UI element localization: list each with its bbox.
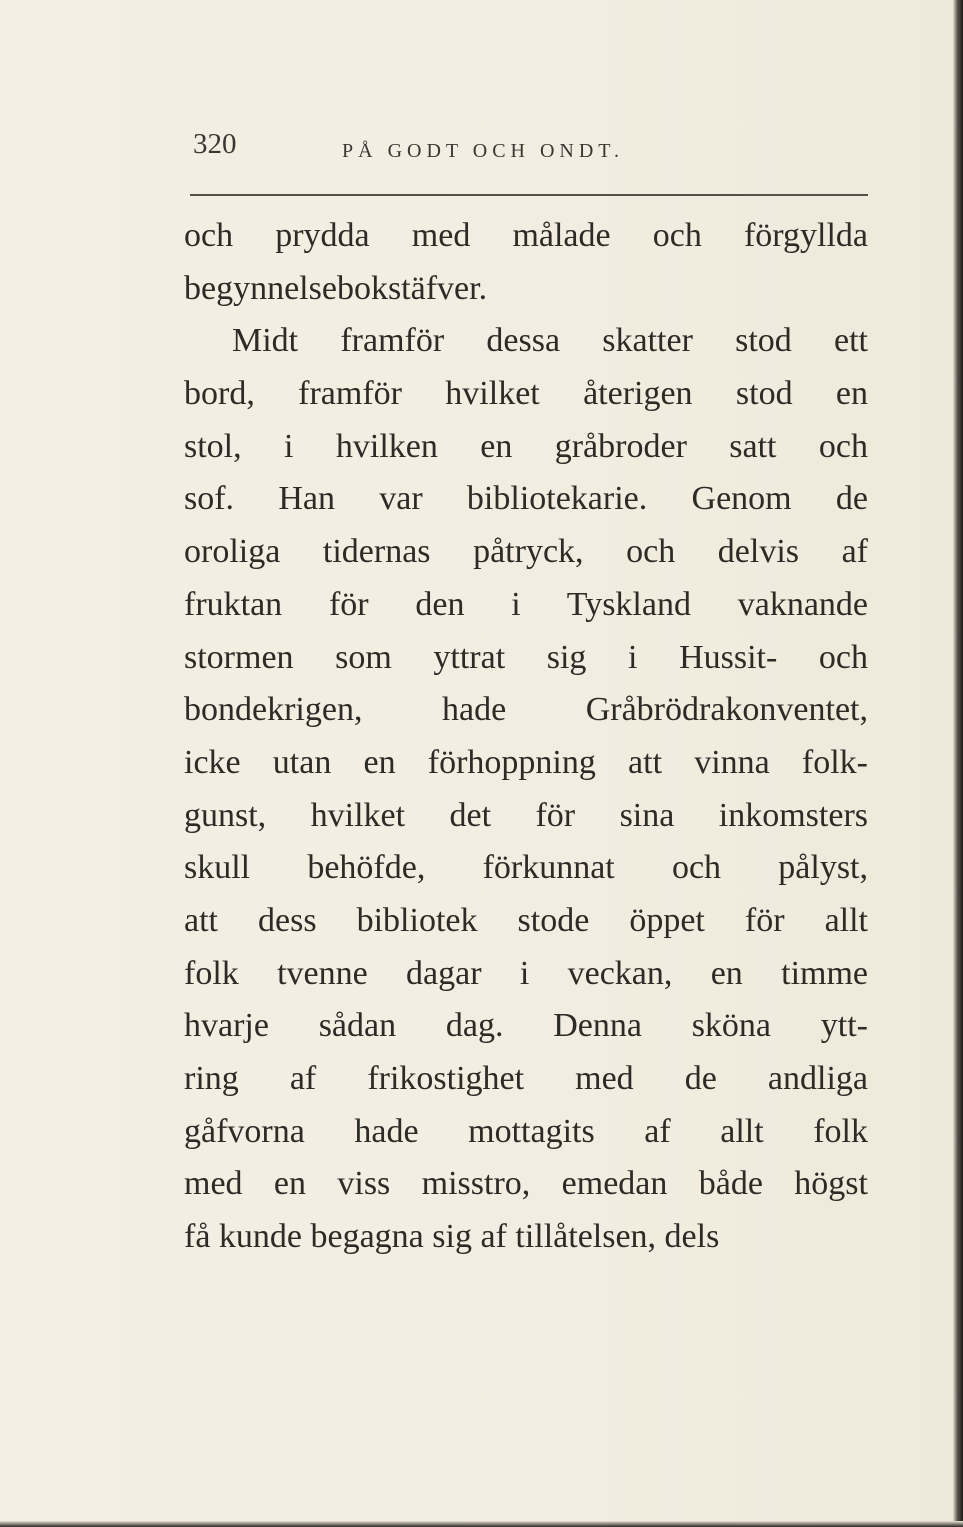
text-line: begynnelsebokstäfver.: [184, 269, 488, 307]
body-text: [184, 210, 868, 1264]
text-line: sof. Han var bibliotekarie. Genom de: [184, 480, 868, 518]
text-line: med en viss misstro, emedan både högst: [184, 1165, 868, 1203]
text-line: Midt framför dessa skatter stod ett: [232, 322, 868, 360]
page-header: [190, 128, 870, 168]
text-line: och prydda med målade och förgyllda: [184, 217, 868, 254]
text-line: fruktan för den i Tyskland vaknande: [184, 585, 868, 623]
text-line: att dess bibliotek stode öppet för allt: [184, 901, 868, 939]
text-line: bord, framför hvilket återigen stod en: [184, 375, 868, 413]
text-line: skull behöfde, förkunnat och pålyst,: [184, 849, 868, 887]
running-head: PÅ GODT OCH ONDT.: [342, 140, 625, 162]
header-rule: [190, 194, 868, 196]
text-line: oroliga tidernas påtryck, och delvis af: [184, 533, 868, 571]
text-line: folk tvenne dagar i veckan, en timme: [184, 954, 868, 992]
text-line: gåfvorna hade mottagits af allt folk: [184, 1112, 868, 1150]
text-line: stormen som yttrat sig i Hussit- och: [184, 638, 868, 676]
text-line: bondekrigen, hade Gråbrödrakonventet,: [184, 691, 868, 729]
text-line: icke utan en förhoppning att vinna folk-: [184, 743, 868, 781]
text-line: hvarje sådan dag. Denna sköna ytt-: [184, 1007, 868, 1045]
text-line: gunst, hvilket det för sina inkomsters: [184, 796, 868, 834]
page-edge-shadow: [953, 0, 963, 1527]
text-line: få kunde begagna sig af tillåtelsen, dels: [184, 1218, 720, 1256]
page-number: 320: [193, 128, 237, 160]
text-line: ring af frikostighet med de andliga: [184, 1060, 868, 1097]
page-bottom-edge: [0, 1521, 963, 1527]
text-line: stol, i hvilken en gråbroder satt och: [184, 427, 868, 465]
